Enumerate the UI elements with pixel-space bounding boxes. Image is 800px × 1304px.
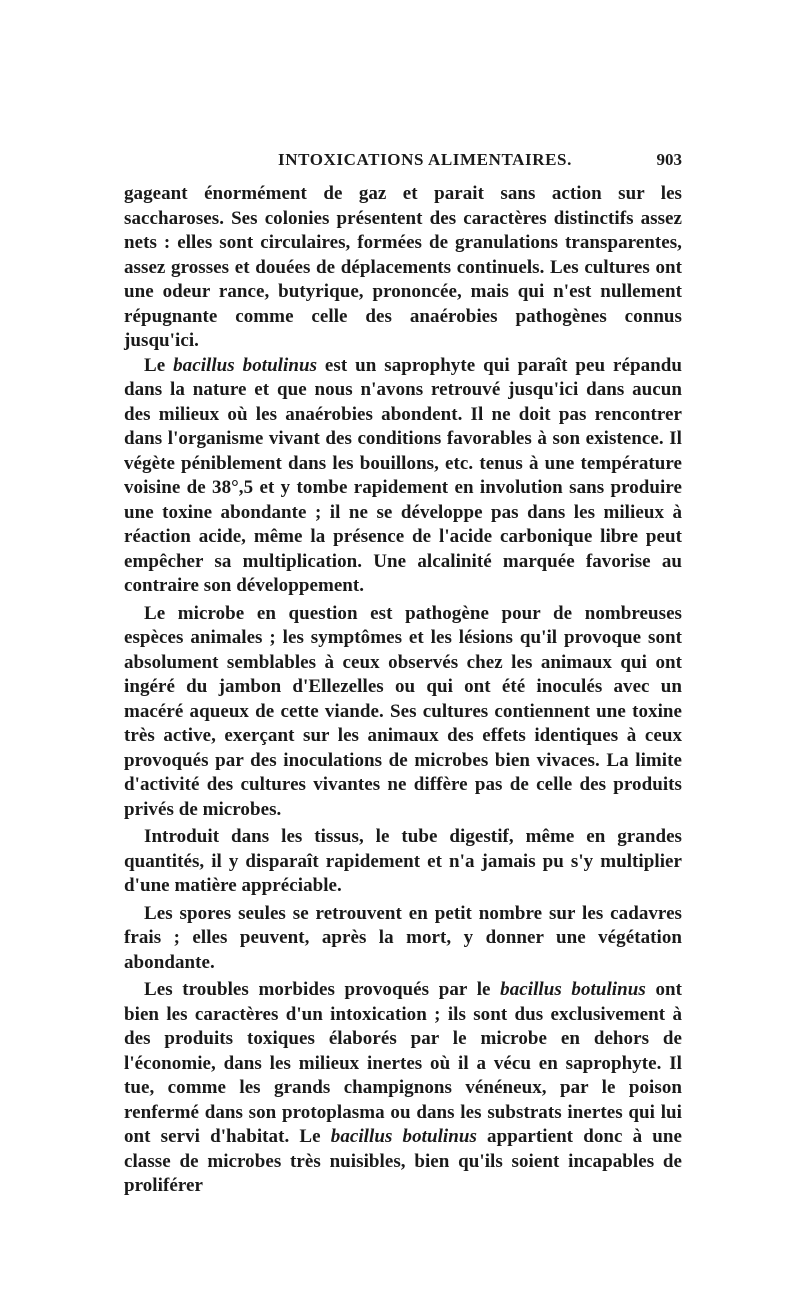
text-segment: Le (144, 354, 174, 376)
text-segment: Les spores seules se retrouvent en petit nombre sur les cadavres frais ; elles peuvent, après la mort, y donner une végétation abondante. (124, 902, 682, 973)
text-segment: gageant énormément de gaz et parait sans action sur les saccharoses. Ses colonies présentent des caractères distinctifs assez nets : elles sont circulaires, formées de granulations transparentes, assez grosses et douées de déplacements continuels. Les cultures ont une odeur rance, butyrique, prononcée, mais qui n'est nullement répugnante comme celle des anaérobies pathogènes connus jusqu'ici. (124, 183, 682, 351)
text-segment: Introduit dans les tissus, le tube digestif, même en grandes quantités, il y disparaît rapidement et n'a jamais pu s'y multiplier d'une matière appréciable. (124, 826, 682, 896)
text-segment: appartient donc à une classe de microbes très nuisibles, bien qu'ils soient incapables de proliférer (124, 1126, 683, 1196)
paragraph-pathogenic (124, 602, 682, 823)
paragraph-spores (124, 902, 682, 976)
text-segment: Les troubles morbides provoqués par le (144, 979, 501, 1000)
body-text (124, 182, 682, 1199)
page-number: 903 (656, 150, 682, 169)
text-segment: Le microbe en question est pathogène pour de nombreuses espèces animales ; les symptômes et les lésions qu'il provoque sont absolument semblables à ceux observés chez les animaux qui ont ingéré du jambon d'Ellezelles ou qui ont été inoculés avec un macéré aqueux de cette viande. Ses cultures contiennent une toxine très active, exerçant sur les animaux des effets identiques à ceux provoqués par des inoculations de microbes bien vivaces. La limite d'activité des cultures vivantes ne diffère pas de celle des produits privés de microbes. (124, 602, 682, 820)
paragraph-cultures (124, 182, 682, 354)
paragraph-intoxication (124, 978, 682, 1199)
species-name: bacillus botulinus (330, 1126, 477, 1147)
text-segment: est un saprophyte qui paraît peu répandu dans la nature et que nous n'avons retrouvé jusqu'ici dans aucun des milieux où les anaérobies abondent. Il ne doit pas rencontrer dans l'organisme vivant des conditions favorables à son existence. Il végète péniblement dans les bouillons, etc. tenus à une température voisine de 38°,5 et y tombe rapidement en involution sans produire une toxine abondante ; il ne se développe pas dans les milieux à réaction acide, même la présence de l'acide carbonique libre peut empêcher sa multiplication. Une alcalinité marquée favorise au contraire son développement. (124, 354, 682, 596)
running-header (124, 150, 682, 176)
running-title: INTOXICATIONS ALIMENTAIRES. (278, 150, 572, 169)
paragraph-saprophyte (124, 354, 682, 599)
species-name: bacillus botulinus (500, 979, 646, 1000)
species-name: bacillus botulinus (173, 354, 318, 376)
paragraph-tissues (124, 825, 682, 899)
text-segment: ont bien les caractères d'un intoxication ; ils sont dus exclusivement à des produits toxiques élaborés par le microbe en dehors de l'économie, dans les milieux inertes où il a vécu en saprophyte. Il tue, comme les grands champignons vénéneux, par le poison renfermé dans son protoplasma ou dans les substrats inertes qui lui ont servi d'habitat. Le (124, 979, 682, 1147)
